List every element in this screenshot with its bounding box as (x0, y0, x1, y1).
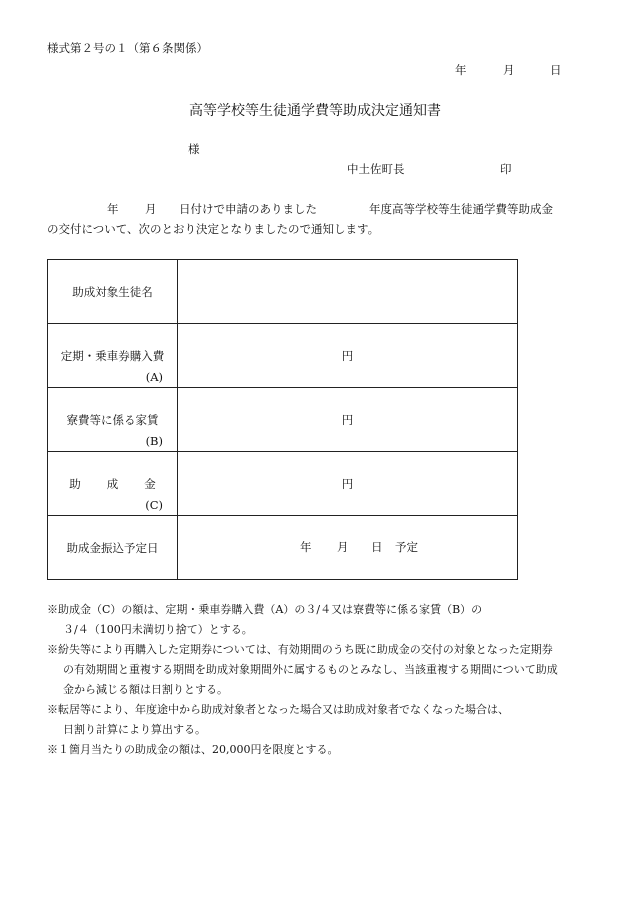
addressee-suffix: 様 (188, 142, 200, 156)
commuter-pass-yen: 円 (341, 349, 354, 363)
transfer-day: 日 (371, 540, 383, 554)
student-name-label: 助成対象生徒名 (72, 284, 153, 299)
body-line2: の交付について、次のとおり決定となりましたので通知します。 (47, 222, 380, 236)
body-year: 年 (107, 202, 119, 216)
grant-label-char: 金 (144, 477, 156, 491)
grant-label-char: 助 (69, 477, 81, 491)
note-line: ※転居等により、年度途中から助成対象者となった場合又は助成対象者でなくなった場合は、 (47, 703, 509, 716)
seal-mark: 印 (500, 162, 512, 176)
value-cell (178, 516, 518, 580)
grant-yen: 円 (341, 477, 354, 491)
body-month: 月 (145, 202, 157, 216)
issuer-name: 中土佐町長 (347, 162, 405, 176)
note-line: ※助成金（C）の額は、定期・乗車券購入費（A）の３/４又は寮費等に係る家賃（B）の (47, 603, 483, 616)
transfer-month: 月 (337, 540, 349, 554)
label-cell (48, 324, 178, 388)
transfer-date-label: 助成金振込予定日 (66, 540, 159, 555)
table-row-transfer-date (48, 516, 518, 580)
dorm-rent-yen: 円 (341, 413, 354, 427)
note-line: ※紛失等により再購入した定期券については、有効期間のうち既に助成金の交付の対象となった定期券 (47, 643, 553, 656)
body-line1-rest: 年度高等学校等生徒通学費等助成金 (369, 202, 553, 216)
table-row-commuter-pass (48, 324, 518, 388)
date-month-label: 月 (503, 63, 515, 77)
dorm-rent-sub: (B) (145, 434, 163, 448)
student-name-value (178, 260, 518, 324)
document-title: 高等学校等生徒通学費等助成決定通知書 (189, 103, 441, 119)
value-cell (178, 388, 518, 452)
label-cell (48, 260, 178, 324)
note-line: ※１箇月当たりの助成金の額は、20,000円を限度とする。 (47, 743, 339, 756)
table-row-dorm-rent (48, 388, 518, 452)
grant-label (48, 476, 177, 492)
label-cell (48, 516, 178, 580)
label-cell (48, 388, 178, 452)
grant-table (47, 259, 518, 580)
note-line: 金から減じる額は日割りとする。 (63, 683, 228, 696)
date-year-label: 年 (455, 63, 467, 77)
grant-label-char: 成 (106, 477, 119, 491)
commuter-pass-label: 定期・乗車券購入費 (60, 349, 165, 363)
commuter-pass-sub: (A) (145, 370, 163, 384)
value-cell (178, 324, 518, 388)
date-day-label: 日 (550, 63, 562, 77)
table-row-student (48, 260, 518, 324)
table-row-grant (48, 452, 518, 516)
form-number: 様式第２号の１（第６条関係） (47, 41, 208, 55)
dorm-rent-label: 寮費等に係る家賃 (66, 413, 159, 427)
note-line: 日割り計算により算出する。 (63, 723, 206, 736)
value-cell (178, 452, 518, 516)
transfer-year: 年 (300, 540, 312, 554)
note-line: ３/４（100円未満切り捨て）とする。 (63, 623, 253, 636)
transfer-planned: 予定 (395, 540, 418, 554)
grant-sub: (C) (145, 498, 163, 512)
label-cell (48, 452, 178, 516)
note-line: の有効期間と重複する期間を助成対象期間外に属するものとみなし、当該重複する期間について助成 (63, 663, 558, 676)
body-day-phrase: 日付けで申請のありました (179, 202, 317, 216)
